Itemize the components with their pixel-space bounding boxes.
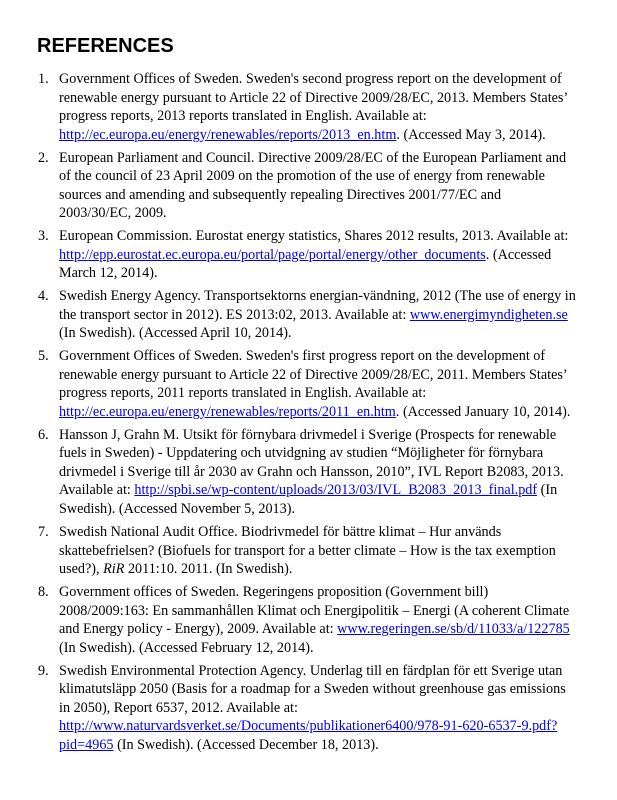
reference-text: skattebefrielsen? (Biofuels for transport for a better climate – How is the tax exemption <box>59 542 556 559</box>
reference-line <box>59 481 617 500</box>
reference-item <box>0 523 617 579</box>
reference-text: (In <box>537 482 558 499</box>
reference-line <box>59 583 617 602</box>
reference-link[interactable]: http://ec.europa.eu/energy/renewables/reports/2011_en.htm <box>59 403 396 420</box>
reference-number: 1. <box>38 71 49 87</box>
reference-line <box>59 560 617 579</box>
reference-text: 2003/30/EC, 2009. <box>59 205 167 222</box>
reference-link[interactable]: www.energimyndigheten.se <box>409 306 568 323</box>
reference-text: Hansson J, Grahn M. Utsikt för förnybara drivmedel i Sverige (Prospects for renewable <box>59 426 557 443</box>
reference-text: in 2050), Report 6537, 2012. Available at: <box>59 699 298 716</box>
reference-line <box>59 602 617 621</box>
reference-item <box>0 70 617 144</box>
reference-line <box>59 126 617 145</box>
reference-number: 5. <box>38 348 49 365</box>
reference-line <box>59 403 617 422</box>
reference-line <box>59 264 617 283</box>
reference-text: (In Swedish). (Accessed February 12, 2014). <box>59 639 314 656</box>
reference-text: Swedish). (Accessed November 5, 2013). <box>59 500 296 517</box>
reference-number: 3. <box>38 228 49 245</box>
reference-line <box>59 639 617 658</box>
reference-number: 4. <box>38 288 49 305</box>
reference-text: Government Offices of Sweden. Sweden's second progress report on the development of <box>59 71 562 87</box>
reference-line <box>59 699 617 718</box>
reference-text: sources and amending and subsequently repealing Directives 2001/77/EC and <box>59 186 502 203</box>
reference-line <box>59 384 617 403</box>
reference-text: . (Accessed May 3, 2014). <box>396 126 546 143</box>
reference-text: European Commission. Eurostat energy statistics, Shares 2012 results, 2013. Available at: <box>59 228 569 245</box>
reference-text: March 12, 2014). <box>59 265 158 282</box>
reference-text: the transport sector in 2012). ES 2013:02, 2013. Available at: <box>59 306 410 323</box>
reference-line <box>59 306 617 325</box>
reference-line <box>59 523 617 542</box>
reference-text: Available at: <box>59 482 135 499</box>
reference-line <box>59 107 617 126</box>
reference-italic-text: RiR <box>103 561 125 578</box>
reference-text: . (Accessed January 10, 2014). <box>395 403 571 420</box>
reference-text: fuels in Sweden) - Uppdatering och utvidgning av studien “Möjligheter för förnybara <box>59 445 544 462</box>
reference-line <box>59 204 617 223</box>
reference-link[interactable]: http://epp.eurostat.ec.europa.eu/portal/page/portal/energy/other_documents <box>59 246 486 263</box>
reference-line <box>59 542 617 561</box>
reference-line <box>59 246 617 265</box>
reference-text: (In Swedish). (Accessed December 18, 2013). <box>113 736 379 753</box>
reference-line <box>59 186 617 205</box>
reference-line <box>59 149 617 168</box>
reference-link[interactable]: http://spbi.se/wp-content/uploads/2013/03/IVL_B2083_2013_final.pdf <box>134 482 538 499</box>
reference-text: progress reports, 2013 reports translated in English. Available at: <box>59 108 427 124</box>
reference-text: renewable energy pursuant to Article 22 of Directive 2009/28/EC, 2011. Members States’ <box>59 366 568 383</box>
reference-text: Swedish Environmental Protection Agency. Underlag till en färdplan för ett Sverige utan <box>59 662 563 679</box>
reference-number: 8. <box>38 584 49 601</box>
reference-text: 2008/2009:163: En sammanhållen Klimat och Energipolitik – Energi (A coherent Climate <box>59 602 570 619</box>
reference-item <box>0 149 617 223</box>
reference-number: 7. <box>38 524 49 541</box>
reference-link[interactable]: http://ec.europa.eu/energy/renewables/reports/2013_en.htm <box>59 126 397 143</box>
reference-text: Government Offices of Sweden. Sweden's first progress report on the development of <box>59 348 546 365</box>
reference-text: European Parliament and Council. Directive 2009/28/EC of the European Parliament and <box>59 149 567 166</box>
reference-item <box>0 662 617 755</box>
reference-number: 9. <box>38 662 49 679</box>
reference-text: Swedish Energy Agency. Transportsektorns energian-vändning, 2012 (The use of energy in <box>59 288 576 305</box>
reference-line <box>59 70 617 89</box>
reference-line <box>59 620 617 639</box>
reference-link[interactable]: pid=4965 <box>59 736 114 753</box>
reference-text: klimatutsläpp 2050 (Basis for a roadmap for a Sweden without greenhouse gas emissions <box>59 681 566 698</box>
reference-number: 6. <box>38 426 49 443</box>
reference-text: used?), <box>59 561 104 578</box>
reference-item <box>0 347 617 421</box>
reference-line <box>59 287 617 306</box>
reference-text: progress reports, 2011 reports translated in English. Available at: <box>59 385 427 402</box>
reference-line <box>59 227 617 246</box>
reference-item <box>0 583 617 657</box>
reference-line <box>59 680 617 699</box>
reference-list <box>0 70 617 759</box>
reference-line <box>59 89 617 108</box>
page-title: REFERENCES <box>37 35 174 57</box>
reference-item <box>0 426 617 519</box>
reference-text: (In Swedish). (Accessed April 10, 2014). <box>59 325 292 342</box>
reference-line <box>59 662 617 681</box>
reference-line <box>59 463 617 482</box>
reference-line <box>59 717 617 736</box>
reference-item <box>0 287 617 343</box>
reference-text: of the council of 23 April 2009 on the promotion of the use of energy from renewable <box>59 168 545 185</box>
reference-text: 2011:10. 2011. (In Swedish). <box>124 561 293 578</box>
reference-link[interactable]: www.regeringen.se/sb/d/11033/a/122785 <box>337 621 570 638</box>
reference-line <box>59 347 617 366</box>
reference-line <box>59 736 617 755</box>
reference-text: and Energy policy - Energy), 2009. Available at: <box>59 621 338 638</box>
reference-line <box>59 426 617 445</box>
reference-text: Swedish National Audit Office. Biodrivmedel för bättre klimat – Hur används <box>59 524 502 541</box>
reference-line <box>59 500 617 519</box>
reference-line <box>59 324 617 343</box>
reference-line <box>59 167 617 186</box>
reference-line <box>59 444 617 463</box>
reference-line <box>59 366 617 385</box>
reference-text: drivmedel i Sverige till år 2030 av Grahn och Hansson, 2010”, IVL Report B2083, 2013. <box>59 463 564 480</box>
reference-text: . (Accessed <box>485 246 552 263</box>
reference-number: 2. <box>38 149 49 166</box>
reference-link[interactable]: http://www.naturvardsverket.se/Documents/publikationer6400/978-91-620-6537-9.pdf? <box>59 718 558 735</box>
reference-text: renewable energy pursuant to Article 22 of Directive 2009/28/EC, 2013. Members States’ <box>59 89 569 106</box>
reference-item <box>0 227 617 283</box>
reference-text: Government offices of Sweden. Regeringens proposition (Government bill) <box>59 584 489 601</box>
